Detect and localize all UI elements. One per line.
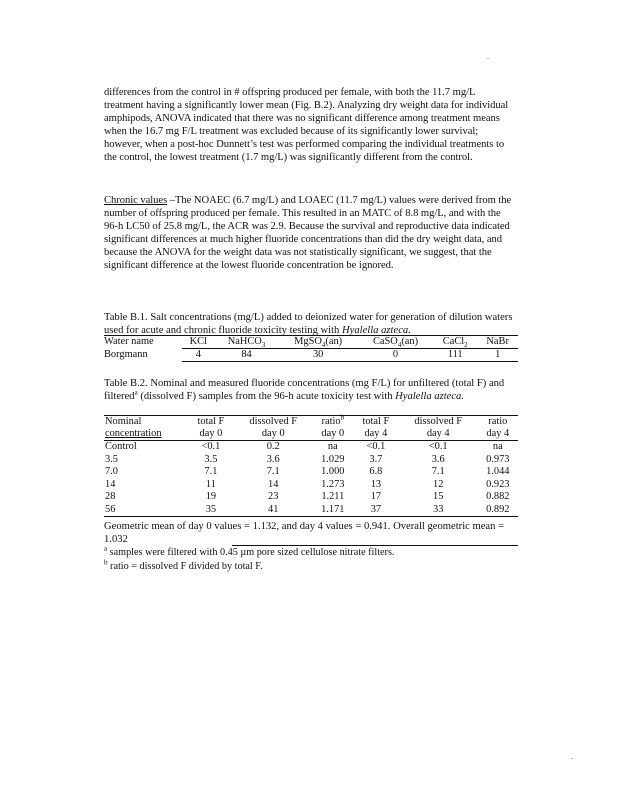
table-b1-caption: Table B.1. Salt concentrations (mg/L) added to deionized water for generation of dilution waters used for acute and chronic fluoride toxicity testing with Hyalella azteca. xyxy=(104,312,513,336)
results-paragraph xyxy=(104,86,516,164)
col-nabr: NaBr xyxy=(477,336,518,349)
fluoride-concentration-table xyxy=(104,415,518,517)
table-b2-caption: Table B.2. Nominal and measured fluoride concentrations (mg F/L) for unfiltered (total F) and filtered$^a$ (dissolved F) samples from the 96-h acute toxicity test with Hyalella azteca. xyxy=(104,378,505,402)
table-row: 56 35 41 1.171 37 33 0.892 xyxy=(104,504,518,517)
table-row: 14 11 14 1.273 13 12 0.923 xyxy=(105,478,510,490)
table-row: Control <0.1 0.2 na <0.1 <0.1 na xyxy=(105,441,503,453)
results-text: differences from the control in # offspring produced per female, with both the 11.7 mg/L treatment having a significantly lower mean (Fig. B.2). Analyzing dry weight data for individual amphipods, ANOVA indicated that there was no significant difference among treatment means when the 16.7 mg F/L treatment was excluded because of its significantly lower survival; however, when a post-hoc Dunnett’s test was performed comparing the individual treatments to the control, the lowest treatment (1.7 mg/L) was significantly different from the control. xyxy=(104,87,509,163)
table-header-row xyxy=(104,336,518,349)
col-nahco3: NaHCO$_3$ xyxy=(215,336,279,349)
col-cacl2: CaCl$_2$ xyxy=(433,336,477,349)
table-row: Borgmann 4 84 30 0 111 1 xyxy=(104,349,518,362)
table-row: 3.5 3.5 3.6 1.029 3.7 3.6 0.973 xyxy=(105,453,510,465)
chronic-values-text: –The NOAEC (6.7 mg/L) and LOAEC (11.7 mg/L) values were derived from the number of offspring produced per female. This resulted in an MATC of 8.8 mg/L, and with the 96-h LC50 of 25.8 mg/L, the ACR was 2.9. Because the survival and reproductive data indicated significant differences at much higher fluoride concentrations than did the dry weight data, and because the ANOVA for the weight data was not statistically significant, we suggest, that the significant difference at the lowest fluoride concentration be ignored. xyxy=(104,195,512,271)
col-water-name: Water name xyxy=(104,336,182,349)
table-row: 28 19 23 1.211 17 15 0.882 xyxy=(105,491,510,503)
col-mgso4: MgSO$_4$(an) xyxy=(278,336,358,349)
geometric-mean-summary: Geometric mean of day 0 values = 1.132, and day 4 values = 0.941. Overall geometric mean = 1.032 xyxy=(104,521,505,545)
table-row: 7.0 7.1 7.1 1.000 6.8 7.1 1.044 xyxy=(105,466,510,478)
chronic-values-paragraph xyxy=(104,194,516,272)
page-mark-top: . xyxy=(487,52,489,61)
salt-concentration-table xyxy=(104,335,518,362)
table-subheader-row: concentration day 0 day 0 day 0 day 4 day 4 day 4 xyxy=(104,428,518,441)
page-mark-bottom: . xyxy=(571,752,573,761)
col-caso4: CaSO$_4$(an) xyxy=(358,336,433,349)
footnote-b: $^b$ ratio = dissolved F divided by total F. xyxy=(104,558,263,572)
chronic-values-heading: Chronic values xyxy=(104,195,168,206)
footnote-a: $^a$ samples were filtered with 0.45 µm pore sized cellulose nitrate filters. xyxy=(104,544,395,558)
col-kcl: KCl xyxy=(182,336,215,349)
table-header-row: Nominal total F dissolved F ratio$^b$ total F dissolved F ratio xyxy=(104,416,518,429)
